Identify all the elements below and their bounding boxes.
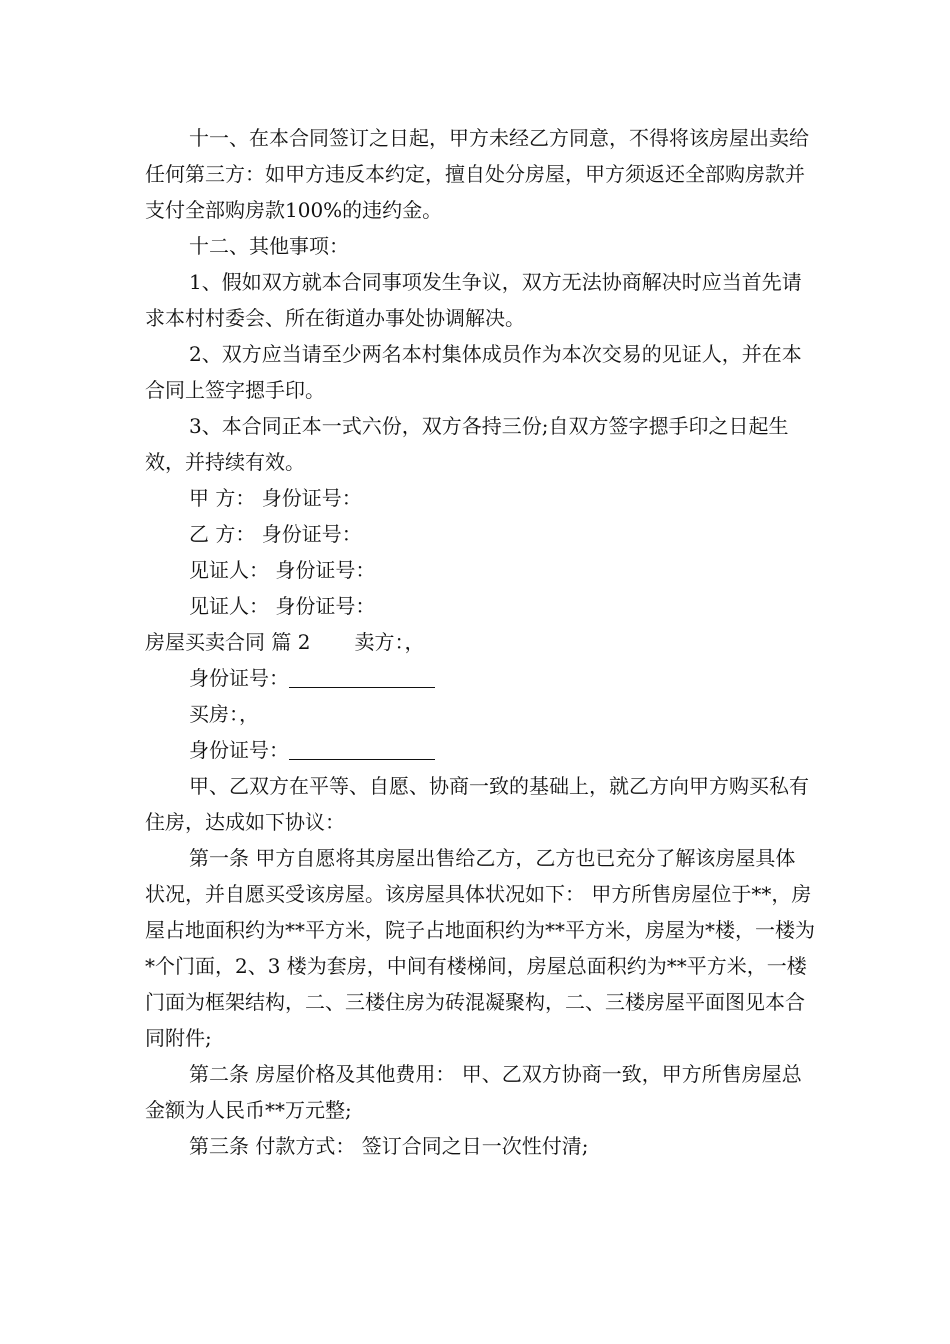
section-2-heading-line (145, 624, 815, 660)
document-body (145, 120, 815, 1164)
clause-12-heading: 十二、其他事项： (189, 234, 349, 258)
seller-id-line (145, 660, 815, 696)
clause-12-item-2: 2、双方应当请至少两名本村集体成员作为本次交易的见证人，并在本合同上签字摁手印。 (145, 342, 802, 402)
buyer-id-line (145, 732, 815, 768)
agreement-intro: 甲、乙双方在平等、自愿、协商一致的基础上，就乙方向甲方购买私有住房，达成如下协议： (145, 774, 809, 834)
section-2-title: 房屋买卖合同 篇 2 (145, 630, 311, 654)
clause-12-item-3: 3、本合同正本一式六份，双方各持三份;自双方签字摁手印之日起生效，并持续有效。 (145, 414, 789, 474)
clause-11: 十一、在本合同签订之日起，甲方未经乙方同意，不得将该房屋出卖给任何第三方：如甲方违反本约定，擅自处分房屋，甲方须返还全部购房款并支付全部购房款100%的违约金。 (145, 126, 809, 222)
seller-line: 卖方：， (354, 630, 425, 654)
article-1: 第一条 甲方自愿将其房屋出售给乙方，乙方也已充分了解该房屋具体状况，并自愿买受该房屋。该房屋具体状况如下： 甲方所售房屋位于**，房屋占地面积约为**平方米，院子占地面积约为**平方米，房屋为*楼，一楼为*个门面，2、3 楼为套房，中间有楼梯间，房屋总面积约为**平方米，一楼门面为框架结构，二、三楼住房为砖混凝聚构，二、三楼房屋平面图见本合同附件; (145, 846, 815, 1050)
buyer-id-label: 身份证号： (189, 738, 289, 762)
seller-id-label: 身份证号： (189, 666, 289, 690)
buyer-id-blank (289, 739, 435, 760)
signature-party-b: 乙 方： 身份证号： (189, 522, 362, 546)
buyer-line: 买房：， (189, 702, 259, 726)
clause-12-item-1: 1、假如双方就本合同事项发生争议，双方无法协商解决时应当首先请求本村村委会、所在街道办事处协调解决。 (145, 270, 802, 330)
signature-witness-1: 见证人： 身份证号： (189, 558, 376, 582)
article-2: 第二条 房屋价格及其他费用： 甲、乙双方协商一致，甲方所售房屋总金额为人民币**万元整; (145, 1062, 802, 1122)
seller-id-blank (289, 667, 435, 688)
signature-party-a: 甲 方： 身份证号： (189, 486, 362, 510)
article-3: 第三条 付款方式： 签订合同之日一次性付清; (189, 1134, 589, 1158)
signature-witness-2: 见证人： 身份证号： (189, 594, 376, 618)
